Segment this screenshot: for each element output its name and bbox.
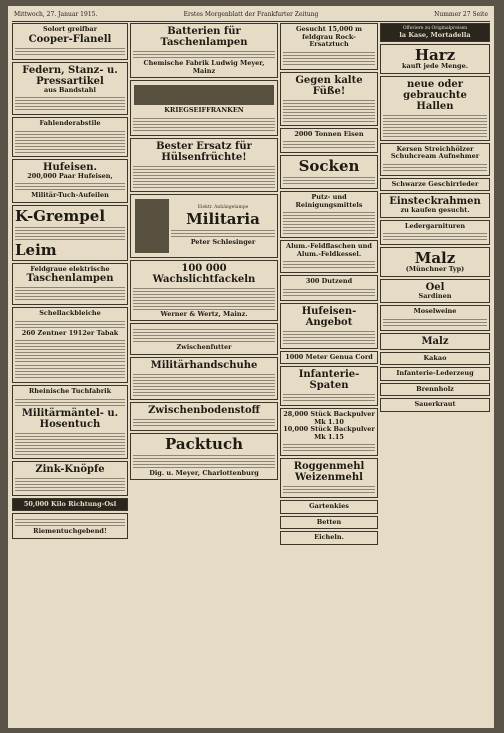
ad-rock-ersatztuch: Gesucht 15,000 m feldgrau Rock-Ersatztuch — [280, 23, 378, 70]
ad-cooper-flanell: Solort greifbar Cooper-Flanell — [12, 23, 128, 60]
ad-hufeisen-angebot: Hufeisen-Angebot — [280, 303, 378, 349]
ad-socken: Socken — [280, 155, 378, 189]
lamp-illustration — [135, 199, 169, 253]
ad-putz: Putz- und Reinigungsmittels — [280, 191, 378, 238]
ad-harz: Harz kauft jede Menge. — [380, 44, 490, 74]
ad-dutzend: 300 Dutzend — [280, 275, 378, 301]
ad-hufeisen: Hufeisen. 200,000 Paar Hufeisen, Militär-Tuch-Aufeilen — [12, 159, 128, 203]
ad-malz-2: Malz — [380, 333, 490, 350]
ad-batterien: Batterien für Taschenlampen Chemische Fabrik Ludwig Meyer, Mainz — [130, 23, 278, 78]
ad-zwischenfutter: Zwischenfutter — [130, 323, 278, 355]
ad-brennholz: Brennholz — [380, 383, 490, 397]
ad-roggenmehl: Roggenmehl Weizenmehl — [280, 458, 378, 498]
ad-richtung: 50,000 Kilo Richtung-Osl — [12, 498, 128, 512]
ad-rheinische-tuchfabrik: Rheinische Tuchfabrik Militärmäntel- u. Hosentuch — [12, 385, 128, 459]
ad-wachslicht: 100 000 Wachslichtfackeln Werner & Wertz, Mainz. — [130, 260, 278, 322]
ad-moselweine: Moselweine — [380, 305, 490, 331]
ad-geschirrleder: Schwarze Geschirrleder — [380, 178, 490, 192]
page-header — [12, 9, 490, 22]
header-page-number: Nummer 27 Seite — [434, 11, 488, 18]
ad-infanterie-spaten: Infanterie-Spaten — [280, 366, 378, 406]
ad-militaerhandschuhe: Militärhandschuhe — [130, 357, 278, 400]
ad-alum: Alum.-Feldflaschen und Alum.-Feldkessel. — [280, 240, 378, 273]
newspaper-page — [8, 6, 494, 728]
ad-eicheln: Eicheln. — [280, 531, 378, 545]
ad-lederzeug: Infanterie-Lederzeug — [380, 367, 490, 381]
ad-kalte-fuesse: Gegen kalte Füße! — [280, 72, 378, 126]
column-2 — [130, 23, 278, 725]
ad-kriegs: KRIEGSEIFFRANKEN — [130, 80, 278, 136]
ad-kakao: Kakao — [380, 352, 490, 366]
ad-ledergarnituren: Ledergarnituren — [380, 220, 490, 246]
column-4 — [380, 23, 490, 725]
ad-kgrempel: K-Grempel Leim — [12, 205, 128, 261]
ad-sauerkraut: Sauerkraut — [380, 398, 490, 412]
ad-oel-sardinen: Oel Sardinen — [380, 279, 490, 304]
ad-einsteckrahmen: Einsteckrahmen zu kaufen gesucht. — [380, 193, 490, 218]
ad-schellack: Schellackbleiche 260 Zentner 1912er Tabak — [12, 307, 128, 383]
ad-taschenlampen: Feldgraue elektrische Taschenlampen — [12, 263, 128, 306]
ad-kaese: Offeriere zu Originalpreisen la Kase, Mortadella — [380, 23, 490, 42]
ad-riemen: Riementuchgebend! — [12, 513, 128, 539]
ad-gartenkies: Gartenkies — [280, 500, 378, 514]
ad-betten: Betten — [280, 516, 378, 530]
ad-packtuch: Packtuch Dig. u. Meyer, Charlottenburg — [130, 433, 278, 481]
ad-malz: Malz (Münchner Typ) — [380, 247, 490, 277]
column-3 — [280, 23, 378, 725]
ad-militaria-lampe: Elektr. Anhängelampe Militaria Peter Schlesinger — [130, 194, 278, 258]
ad-zinknoepfe: Zink-Knöpfe — [12, 461, 128, 496]
ad-hallen: neue oder gebrauchte Hallen — [380, 76, 490, 141]
ad-kersen: Kersen Streichhölzer Schuhcream Aufnehmer — [380, 143, 490, 176]
ad-backpulver: 28,000 Stück Backpulver Mk 1.10 10,000 Stück Backpulver Mk 1.15 — [280, 408, 378, 456]
column-1 — [12, 23, 128, 725]
ad-federn: Federn, Stanz- u. Pressartikel aus Bandstahl — [12, 62, 128, 116]
ad-genua: 1000 Meter Genua Cord — [280, 351, 378, 365]
ad-zwischenboden: Zwischenbodenstoff — [130, 402, 278, 431]
ad-eisen: 2000 Tonnen Eisen — [280, 128, 378, 154]
ad-ersatz: Bester Ersatz für Hülsenfrüchte! — [130, 138, 278, 192]
header-masthead: Erstes Morgenblatt der Frankfurter Zeitung — [183, 11, 319, 18]
kriegs-banner-image — [134, 85, 274, 105]
ad-fahnen: Fahlenderabstile — [12, 117, 128, 157]
header-date: Mittwoch, 27. Januar 1915. — [14, 11, 98, 18]
